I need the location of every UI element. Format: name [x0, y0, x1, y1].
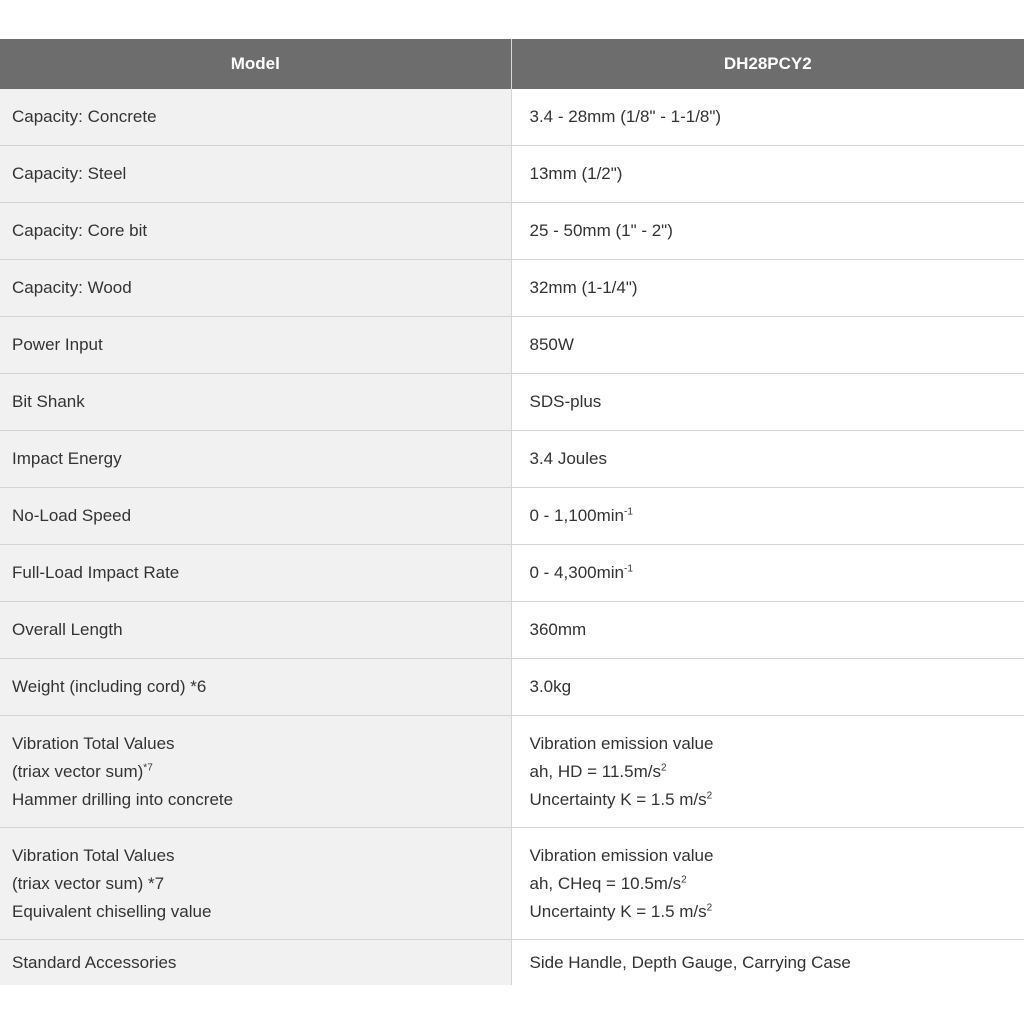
value-text: Uncertainty K = 1.5 m/s: [529, 901, 707, 921]
table-row: [0, 146, 1024, 203]
row-value: Side Handle, Depth Gauge, Carrying Case: [511, 940, 1024, 986]
row-label: Capacity: Concrete: [0, 89, 511, 146]
row-label: Capacity: Steel: [0, 146, 511, 203]
value-superscript: -1: [624, 563, 633, 575]
label-line: Hammer drilling into concrete: [12, 789, 234, 809]
table-header-row: [0, 39, 1024, 89]
table-row: [0, 602, 1024, 659]
row-value: 25 - 50mm (1" - 2"): [511, 203, 1024, 260]
row-label: Overall Length: [0, 602, 511, 659]
row-value: 3.4 Joules: [511, 431, 1024, 488]
value-text: 0 - 1,100min: [529, 506, 624, 525]
row-value: 360mm: [511, 602, 1024, 659]
value-line: [530, 758, 1024, 786]
label-superscript: *7: [143, 761, 153, 773]
row-value: 32mm (1-1/4"): [511, 260, 1024, 317]
row-label: [0, 828, 511, 940]
row-label: Full-Load Impact Rate: [0, 545, 511, 602]
label-line: (triax vector sum) *7: [12, 873, 165, 893]
table-row-vibration-drilling: [0, 716, 1024, 828]
value-text: Uncertainty K = 1.5 m/s: [529, 789, 707, 809]
row-value: 13mm (1/2"): [511, 146, 1024, 203]
value-superscript: 2: [661, 761, 667, 773]
table-row: [0, 89, 1024, 146]
value-line: Vibration emission value: [529, 733, 714, 753]
row-label: Standard Accessories: [0, 940, 511, 986]
row-value: 3.4 - 28mm (1/8" - 1-1/8"): [511, 89, 1024, 146]
value-text: ah, CHeq = 10.5m/s: [529, 873, 682, 893]
label-line: Equivalent chiselling value: [12, 901, 212, 921]
value-line: [530, 898, 1024, 926]
table-row: [0, 374, 1024, 431]
row-label: No-Load Speed: [0, 488, 511, 545]
row-value: [511, 545, 1024, 602]
value-superscript: -1: [624, 506, 633, 518]
table-row: [0, 659, 1024, 716]
value-text: 0 - 4,300min: [529, 563, 624, 582]
label-line: [12, 758, 511, 786]
header-model-value: DH28PCY2: [511, 39, 1024, 89]
value-superscript: 2: [681, 873, 687, 885]
row-label: [0, 716, 511, 828]
label-line: Vibration Total Values: [12, 845, 175, 865]
table-row: [0, 545, 1024, 602]
table-row: [0, 488, 1024, 545]
value-line: Vibration emission value: [529, 845, 714, 865]
row-label: Capacity: Core bit: [0, 203, 511, 260]
table-row: [0, 317, 1024, 374]
value-line: [530, 786, 1024, 814]
spec-table: [0, 39, 1024, 985]
value-text: ah, HD = 11.5m/s: [529, 761, 661, 781]
header-model-label: Model: [0, 39, 511, 89]
row-value: 850W: [511, 317, 1024, 374]
row-label: Weight (including cord) *6: [0, 659, 511, 716]
table-row: [0, 431, 1024, 488]
row-value: [511, 488, 1024, 545]
value-superscript: 2: [706, 789, 713, 801]
row-label: Bit Shank: [0, 374, 511, 431]
row-label: Capacity: Wood: [0, 260, 511, 317]
label-line: Vibration Total Values: [12, 733, 175, 753]
row-value: 3.0kg: [511, 659, 1024, 716]
row-value: [511, 828, 1024, 940]
row-label: Impact Energy: [0, 431, 511, 488]
label-text: (triax vector sum): [12, 761, 144, 781]
table-row-vibration-chiselling: [0, 828, 1024, 940]
table-row-accessories: [0, 940, 1024, 986]
table-row: [0, 260, 1024, 317]
row-label: Power Input: [0, 317, 511, 374]
row-value: [511, 716, 1024, 828]
value-superscript: 2: [706, 901, 713, 913]
value-line: [530, 870, 1024, 898]
table-row: [0, 203, 1024, 260]
row-value: SDS-plus: [511, 374, 1024, 431]
